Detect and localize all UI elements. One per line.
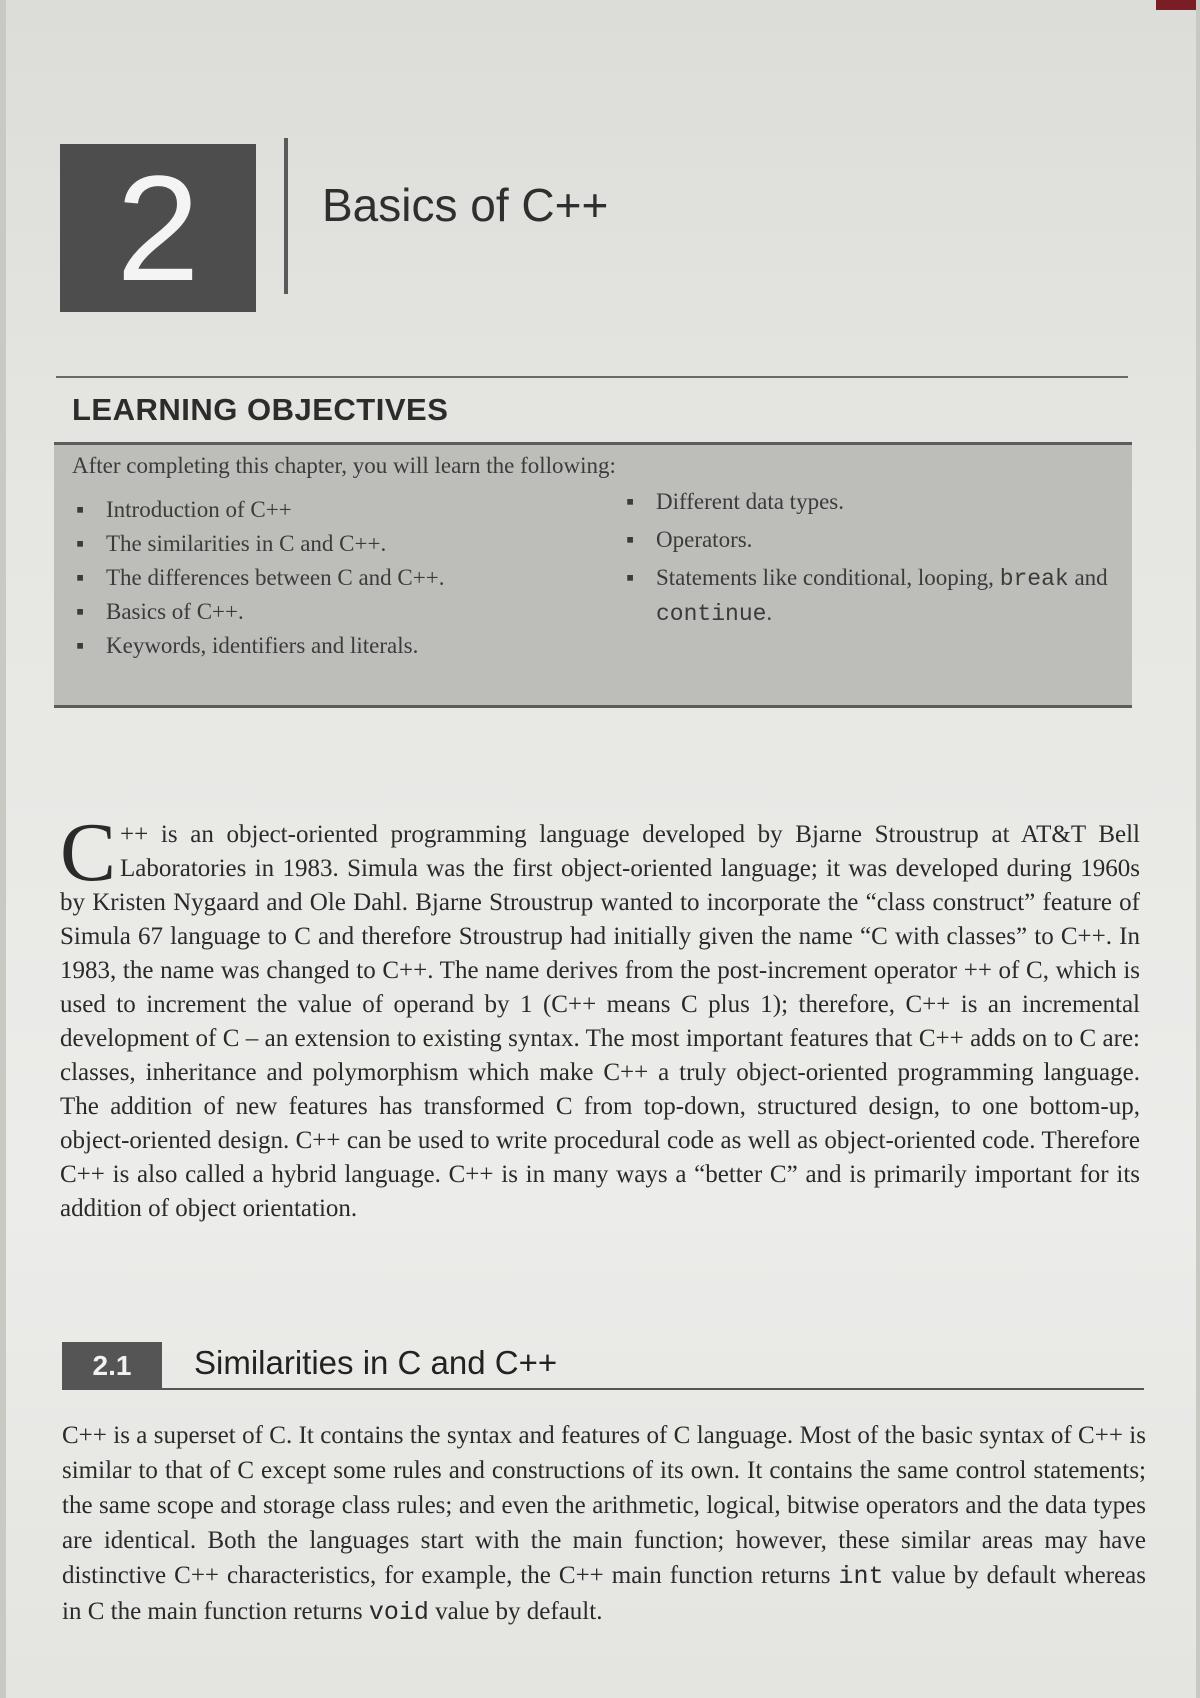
code-void: void <box>368 1598 429 1627</box>
code-break: break <box>999 566 1069 592</box>
objectives-list-right <box>622 485 1122 635</box>
section-title: Similarities in C and C++ <box>194 1344 558 1381</box>
objective-item: ▪ Operators. <box>622 523 1122 557</box>
objective-item-statements: ▪ Statements like conditional, looping, break and continue. <box>622 561 1122 631</box>
bullet-icon: ▪ <box>76 497 85 522</box>
objective-item: ▪ Keywords, identifiers and literals. <box>72 629 592 663</box>
bullet-icon: ▪ <box>76 565 85 590</box>
intro-text: ++ is an object-oriented programming language developed by Bjarne Stroustrup at AT&T Bell Laboratories in 1983. Simula was the first object-oriented language; it was developed during 1960s by Kristen Nygaard and Ole Dahl. Bjarne Stroustrup wanted to incorporate the “class construct” feature of Simula 67 language to C and therefore Stroustrup had initially given the name “C with classes” to C++. In 1983, the name was changed to C++. The name derives from the post-increment operator ++ of C, which is used to increment the value of operand by 1 (C++ means C plus 1); therefore, C++ is an incremental development of C – an extension to existing syntax. The most important features that C++ adds on to C are: classes, inheritance and polymorphism which make C++ a truly object-oriented programming language. The addition of new features has transformed C from top-down, structured design, to one bottom-up, object-oriented design. C++ can be used to write procedural code as well as object-oriented code. Therefore C++ is also called a hybrid language. C++ is in many ways a “better C” and is primarily important for its addition of object orientation. <box>60 821 1140 1222</box>
objective-item: ▪ Basics of C++. <box>72 595 592 629</box>
bullet-icon: ▪ <box>76 599 85 624</box>
bullet-icon: ▪ <box>626 527 635 552</box>
bullet-icon: ▪ <box>76 531 85 556</box>
page-corner-mark <box>1156 0 1196 10</box>
objectives-heading: LEARNING OBJECTIVES <box>72 392 449 427</box>
section-rule <box>162 1388 1144 1390</box>
drop-cap: C <box>60 806 117 899</box>
chapter-divider <box>284 138 288 294</box>
objectives-intro: After completing this chapter, you will learn the following: <box>72 453 616 478</box>
book-page <box>6 0 1196 1698</box>
chapter-number: 2 <box>116 144 200 312</box>
chapter-number-box <box>60 144 256 312</box>
section-number: 2.1 <box>62 1342 162 1390</box>
section-paragraph: C++ is a superset of C. It contains the syntax and features of C language. Most of the basic syntax of C++ is similar to that of C except some rules and constructions of its own. It contains the same control statements; the same scope and storage class rules; and even the arithmetic, logical, bitwise operators and the data types are identical. Both the languages start with the main function; however, these similar areas may have distinctive C++ characteristics, for example, the C++ main function returns int value by default whereas in C the main function returns void value by default. <box>62 1422 1146 1627</box>
intro-paragraph <box>60 806 1140 1226</box>
bullet-icon: ▪ <box>76 633 85 658</box>
code-continue: continue <box>656 601 767 627</box>
objective-item: ▪ Introduction of C++ <box>72 493 592 527</box>
bullet-icon: ▪ <box>626 489 635 514</box>
bullet-icon: ▪ <box>626 565 635 590</box>
objectives-list-left <box>72 493 592 663</box>
chapter-title: Basics of C++ <box>322 179 609 231</box>
objective-item: ▪ The differences between C and C++. <box>72 561 592 595</box>
code-int: int <box>838 1562 884 1591</box>
objective-item: ▪ Different data types. <box>622 485 1122 519</box>
objectives-box <box>54 442 1132 708</box>
objectives-top-rule <box>56 376 1128 378</box>
objective-item: ▪ The similarities in C and C++. <box>72 527 592 561</box>
